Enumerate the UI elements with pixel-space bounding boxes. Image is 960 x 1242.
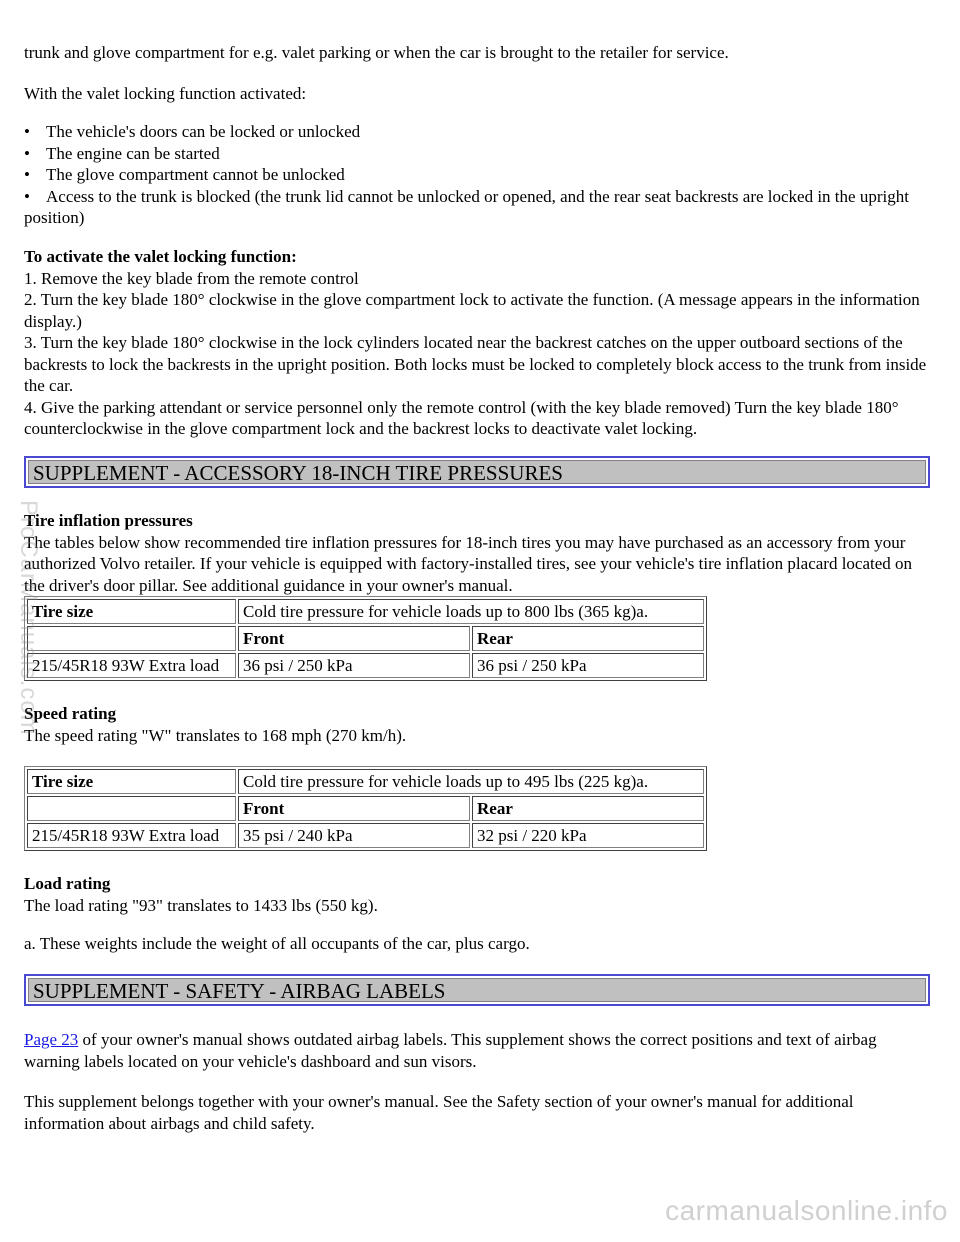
section-banner-airbag-labels: SUPPLEMENT - SAFETY - AIRBAG LABELS xyxy=(24,974,930,1006)
table-header-cell: Cold tire pressure for vehicle loads up to 800 lbs (365 kg)a. xyxy=(238,599,704,624)
airbag-paragraph-1 xyxy=(24,1029,934,1072)
tire-inflation-body: The tables below show recommended tire inflation pressures for 18-inch tires you may have purchased as an accessory from your authorized Volvo retailer. If your vehicle is equipped with factory-installed tires, see your vehicle's tire inflation placard located on the driver's door pillar. See additional guidance in your owner's manual. xyxy=(24,532,913,595)
load-rating-section xyxy=(24,873,378,916)
activation-steps xyxy=(24,246,934,440)
table-header-cell: Cold tire pressure for vehicle loads up to 495 lbs (225 kg)a. xyxy=(238,769,704,794)
list-item: • The glove compartment cannot be unlocked xyxy=(24,164,934,186)
side-watermark-text: ProCarManuals.com xyxy=(15,500,42,736)
table-cell: 215/45R18 93W Extra load xyxy=(27,823,236,848)
lead-paragraph: trunk and glove compartment for e.g. valet parking or when the car is brought to the retailer for service. xyxy=(24,43,729,62)
valet-intro: With the valet locking function activated: xyxy=(24,84,307,103)
table-header-cell: Front xyxy=(238,796,470,821)
table-cell: 36 psi / 250 kPa xyxy=(472,653,704,678)
table-header-cell: Rear xyxy=(472,796,704,821)
footnote: a. These weights include the weight of all occupants of the car, plus cargo. xyxy=(24,934,530,953)
tire-inflation-heading: Tire inflation pressures xyxy=(24,511,193,530)
airbag-paragraph-2: This supplement belongs together with your owner's manual. See the Safety section of your owner's manual for additional information about airbags and child safety. xyxy=(24,1092,854,1133)
tire-pressure-table-800 xyxy=(24,596,707,681)
table-row xyxy=(27,599,704,624)
step-item: 2. Turn the key blade 180° clockwise in the glove compartment lock to activate the function. (A message appears in the information display.) xyxy=(24,290,920,331)
table-header-cell: Rear xyxy=(472,626,704,651)
load-rating-text: The load rating "93" translates to 1433 lbs (550 kg). xyxy=(24,895,378,915)
step-item: 4. Give the parking attendant or service personnel only the remote control (with the key blade removed) Turn the key blade 180° counterclockwise in the glove compartment lock and the backrest locks to deactivate valet locking. xyxy=(24,397,899,438)
list-item: • Access to the trunk is blocked (the trunk lid cannot be unlocked or opened, and the rear seat backrests are locked in the upright position) xyxy=(24,186,934,229)
step-item: 1. Remove the key blade from the remote control xyxy=(24,268,359,288)
table-row xyxy=(27,653,704,678)
table-cell-empty xyxy=(27,626,236,651)
table-cell-empty xyxy=(27,796,236,821)
list-item: • The vehicle's doors can be locked or unlocked xyxy=(24,121,934,143)
table-header-cell: Tire size xyxy=(27,599,236,624)
table-header-cell: Front xyxy=(238,626,470,651)
bottom-watermark: carmanualsonline.info xyxy=(665,1195,948,1226)
section-banner-tire-pressures: SUPPLEMENT - ACCESSORY 18-INCH TIRE PRESSURES xyxy=(24,456,930,488)
steps-heading: To activate the valet locking function: xyxy=(24,247,297,266)
table-row xyxy=(27,796,704,821)
table-cell: 35 psi / 240 kPa xyxy=(238,823,470,848)
airbag-paragraph-1-text: of your owner's manual shows outdated airbag labels. This supplement shows the correct positions and text of airbag warning labels located on your vehicle's dashboard and sun visors. xyxy=(24,1030,877,1071)
load-rating-heading: Load rating xyxy=(24,874,111,893)
speed-rating-section xyxy=(24,703,406,746)
tire-inflation-section xyxy=(24,510,934,596)
table-cell: 32 psi / 220 kPa xyxy=(472,823,704,848)
table-header-cell: Tire size xyxy=(27,769,236,794)
table-row xyxy=(27,823,704,848)
speed-rating-text: The speed rating "W" translates to 168 mph (270 km/h). xyxy=(24,725,407,745)
page-23-link[interactable]: Page 23 xyxy=(24,1030,79,1049)
table-row xyxy=(27,769,704,794)
table-cell: 215/45R18 93W Extra load xyxy=(27,653,236,678)
list-item: • The engine can be started xyxy=(24,143,934,165)
tire-pressure-table-495 xyxy=(24,766,707,851)
valet-bullet-list xyxy=(24,121,934,229)
table-row xyxy=(27,626,704,651)
table-cell: 36 psi / 250 kPa xyxy=(238,653,470,678)
speed-rating-heading: Speed rating xyxy=(24,704,117,723)
step-item: 3. Turn the key blade 180° clockwise in the lock cylinders located near the backrest catches on the upper outboard sections of the backrests to lock the backrests in the upright position. Both locks must be locked to completely block access to the trunk from inside the car. xyxy=(24,333,927,395)
